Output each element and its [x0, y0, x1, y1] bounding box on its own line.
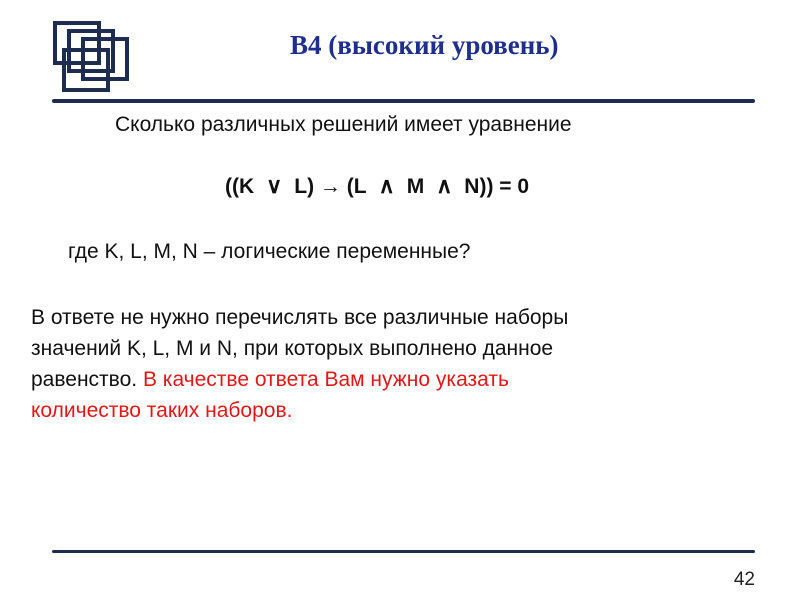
- logic-equation: [225, 173, 529, 199]
- and-operator-icon: ∧: [378, 173, 395, 198]
- page-number: 42: [733, 569, 755, 590]
- instruction-line-3-text: равенство.: [31, 368, 143, 391]
- question-text: Сколько различных решений имеет уравнение: [115, 113, 572, 136]
- instruction-line-1: В ответе не нужно перечислять все различные наборы: [31, 306, 569, 329]
- slide-title: В4 (высокий уровень): [290, 30, 559, 60]
- equation-part-end: N)) = 0: [464, 175, 530, 198]
- instruction-line-2: значений K, L, M и N, при которых выполнено данное: [31, 337, 554, 360]
- equation-part-implication: L) → (L: [294, 175, 367, 198]
- or-operator-icon: ∨: [266, 173, 283, 198]
- bottom-divider: [52, 550, 755, 553]
- top-divider: [52, 99, 755, 103]
- overlapping-squares-logo-icon: [52, 20, 138, 96]
- equation-part-open: ((K: [225, 175, 255, 198]
- equation-part-m: M: [406, 175, 425, 198]
- answer-instructions: [31, 302, 731, 426]
- highlight-text-2: количество таких наборов.: [31, 399, 293, 422]
- instruction-line-3: [31, 364, 731, 395]
- variables-note: где K, L, M, N – логические переменные?: [68, 240, 471, 263]
- and-operator-icon: ∧: [436, 173, 453, 198]
- highlight-text-1: В качестве ответа Вам нужно указать: [142, 368, 509, 391]
